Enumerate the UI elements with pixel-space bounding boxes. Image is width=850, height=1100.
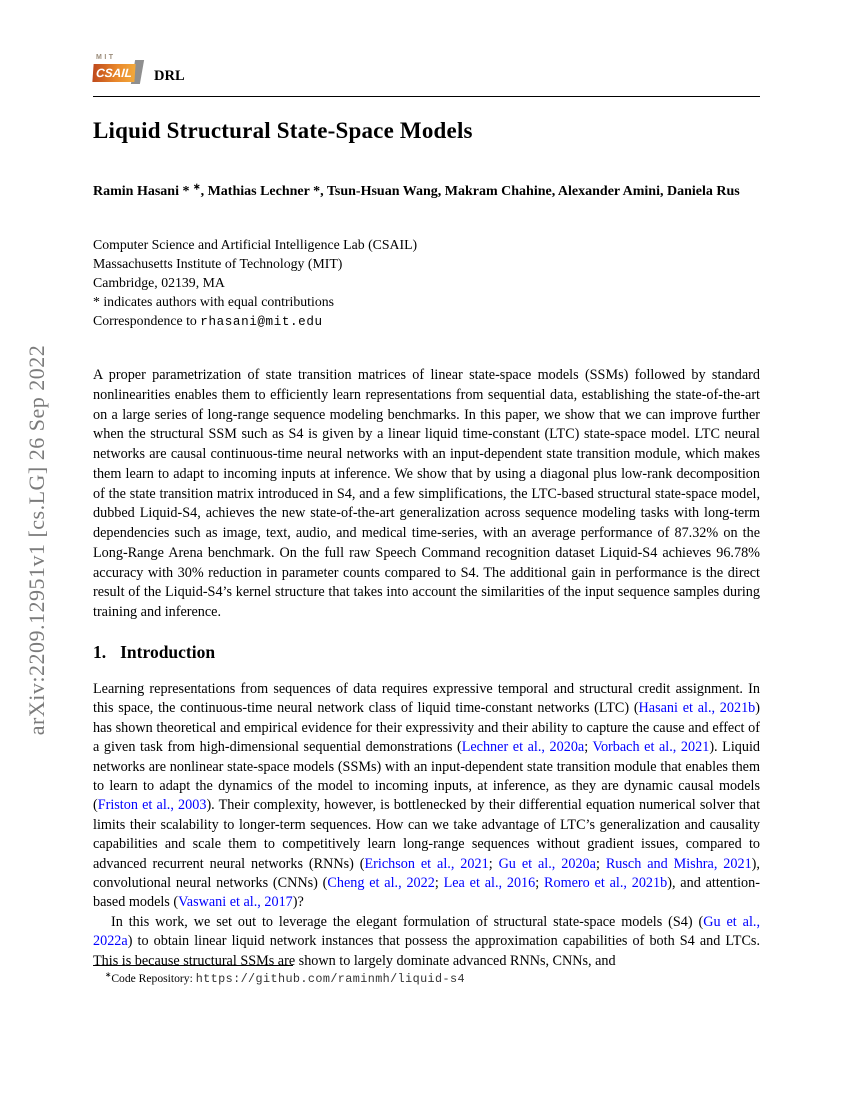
citation-link[interactable]: Vaswani et al., 2017 xyxy=(178,894,293,911)
header-rule xyxy=(93,96,760,97)
text-segment: Learning representations from sequences of data requires expressive temporal and structural credit assignment. In this space, the continuous-time neural network class of liquid time-constant networks (LTC) ( xyxy=(93,681,760,717)
text-segment: Ramin Hasani * xyxy=(93,184,193,199)
citation-link[interactable]: Friston et al., 2003 xyxy=(97,797,207,814)
text-segment: ; xyxy=(535,875,545,892)
footnote-url[interactable]: https://github.com/raminmh/liquid-s4 xyxy=(195,972,465,986)
text-segment: , Mathias Lechner *, Tsun-Hsuan Wang, Makram Chahine, Alexander Amini, Daniela Rus xyxy=(200,184,740,199)
authors-line xyxy=(93,182,760,202)
citation-link[interactable]: Gu et al., 2022a xyxy=(93,913,760,950)
text-segment: ) to obtain linear liquid network instances that possess the approximation capabilities of both S4 and LTCs. This is because structural SSMs are shown to largely dominate advanced RNNs, CNNs, and xyxy=(93,933,760,969)
text-segment: ; xyxy=(488,855,499,872)
correspondence-email: rhasani@mit.edu xyxy=(200,314,323,329)
citation-link[interactable]: Vorbach et al., 2021 xyxy=(592,739,710,756)
text-segment: ). Their complexity, however, is bottlenecked by their differential equation numerical solver that limits their scalability to longer-term sequences. How can we take advantage of LTC’s generalization and causality capabilities and scale them to competitively learn long-range sequences without gradient issues, compared to advanced recurrent neural networks (RNNs) ( xyxy=(93,797,761,872)
citation-link[interactable]: Erichson et al., 2021 xyxy=(364,855,489,872)
text-segment: ; xyxy=(595,855,606,872)
citation-link[interactable]: Hasani et al., 2021b xyxy=(638,700,756,717)
correspondence-prefix: Correspondence to xyxy=(93,312,201,328)
code-repository-footnote xyxy=(93,971,760,987)
citation-link[interactable]: Cheng et al., 2022 xyxy=(327,875,435,892)
footnote-rule xyxy=(93,965,293,966)
mit-logo-label: MIT xyxy=(96,54,116,61)
intro-paragraph-2 xyxy=(93,913,760,971)
paper-content xyxy=(93,0,760,1100)
text-segment: ), convolutional neural networks (CNNs) ( xyxy=(93,855,760,892)
superscript-marker: ∗ xyxy=(105,970,112,980)
text-segment: ; xyxy=(434,875,444,892)
equal-contribution-note: * indicates authors with equal contributions xyxy=(93,293,335,309)
text-segment: In this work, we set out to leverage the elegant formulation of structural state-space models (S4) ( xyxy=(111,913,704,930)
abstract-paragraph: A proper parametrization of state transition matrices of linear state-space models (SSMs) followed by standard nonlinearities enables them to efficiently learn representations from sequential data, establishing the state-of-the-art on a large series of long-range sequence modeling benchmarks. In this paper, we show that we can improve further when the structural SSM such as S4 is given by a linear liquid time-constant (LTC) state-space model. LTC neural networks are causal continuous-time neural networks with an input-dependent state transition module, which makes them learn to adapt to incoming inputs at inference. We show that by using a diagonal plus low-rank decomposition of the state transition matrix introduced in S4, and a few simplifications, the LTC-based structural state-space model, dubbed Liquid-S4, achieves the new state-of-the-art generalization across sequence modeling tasks with long-term dependencies such as image, text, audio, and medical time-series, with an average performance of 87.32% on the Long-Range Arena benchmark. On the full raw Speech Command recognition dataset Liquid-S4 achieves 96.78% accuracy with 30% reduction in parameter counts compared to S4. The additional gain in performance is the direct result of the Liquid-S4’s kernel structure that takes into account the similarities of the input sequence samples during training and inference. xyxy=(93,367,760,620)
csail-logo xyxy=(93,54,145,87)
affiliation-city: Cambridge, 02139, MA xyxy=(93,274,225,290)
intro-paragraph-1 xyxy=(93,680,760,913)
text-segment: ; xyxy=(584,739,593,756)
csail-logo-label: CSAIL xyxy=(92,64,135,82)
citation-link[interactable]: Rusch and Mishra, 2021 xyxy=(605,855,752,872)
superscript-marker: ∗ xyxy=(192,181,201,192)
correspondence-line xyxy=(93,312,760,332)
drl-logo-label: DRL xyxy=(154,68,185,84)
header-logo-row xyxy=(93,54,185,87)
text-segment: ), and attention-based models ( xyxy=(93,875,760,911)
citation-link[interactable]: Romero et al., 2021b xyxy=(544,875,668,892)
affiliation-lab: Computer Science and Artificial Intelligence Lab (CSAIL) xyxy=(93,237,418,252)
text-segment: ) has shown theoretical and empirical evidence for their expressivity and their ability to capture the cause and effect of a given task from high-dimensional sequential demonstrations ( xyxy=(93,700,760,756)
section-label: Introduction xyxy=(120,642,216,662)
section-heading-introduction xyxy=(93,642,215,663)
citation-link[interactable]: Lechner et al., 2020a xyxy=(461,739,585,756)
section-number: 1. xyxy=(93,642,107,662)
citation-link[interactable]: Lea et al., 2016 xyxy=(443,875,536,892)
arxiv-watermark: arXiv:2209.12951v1 [cs.LG] 26 Sep 2022 xyxy=(24,344,49,736)
text-segment: Code Repository: xyxy=(111,972,196,985)
page-title: Liquid Structural State-Space Models xyxy=(93,118,473,143)
affiliation-university: Massachusetts Institute of Technology (MIT) xyxy=(93,255,343,271)
affiliation-block xyxy=(93,236,760,332)
introduction-body xyxy=(93,680,760,971)
text-segment: ). Liquid networks are nonlinear state-space models (SSMs) with an input-dependent state transition module that enables them to learn to adapt the dynamics of the model to incoming inputs, at inference, as they are dynamic causal models ( xyxy=(93,739,761,814)
citation-link[interactable]: Gu et al., 2020a xyxy=(498,855,596,872)
text-segment: )? xyxy=(292,894,304,911)
